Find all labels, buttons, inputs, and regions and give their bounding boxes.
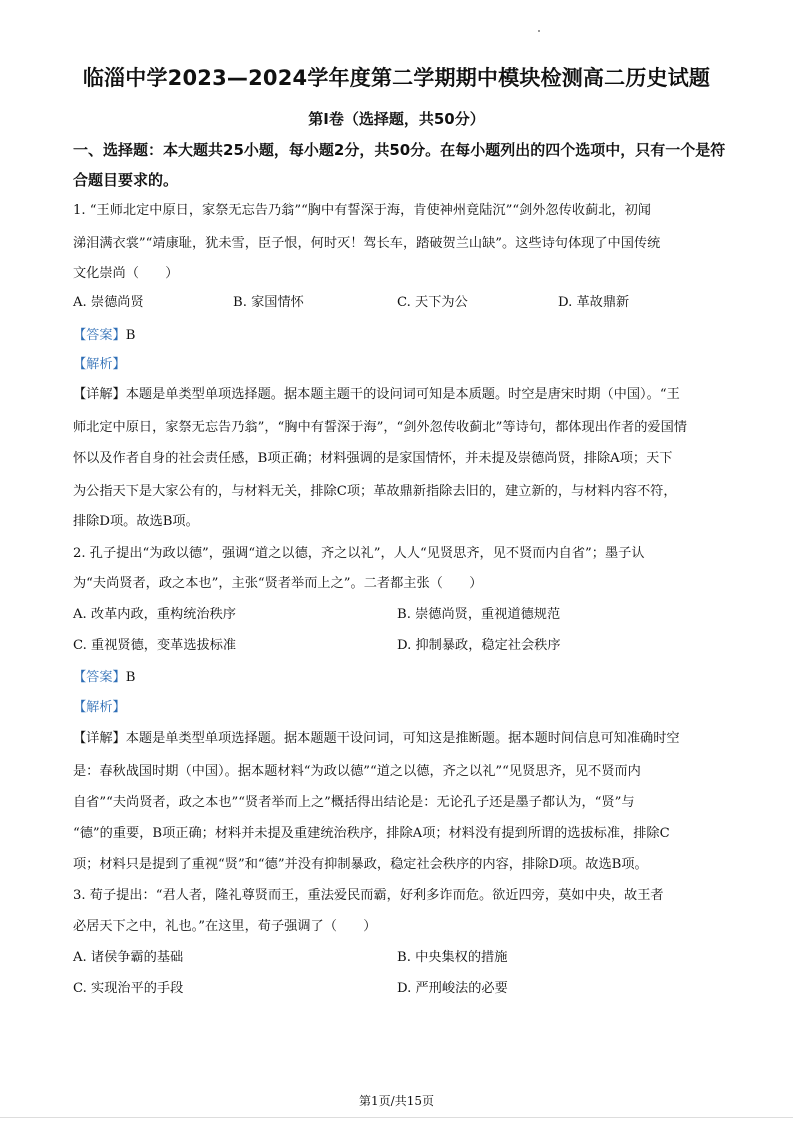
- q1-option-c: C. 天下为公: [397, 295, 468, 310]
- section-instructions: 一、选择题：本大题共25小题，每小题2分，共50分。在每小题列出的四个选项中，只有一个是符合题目要求的。: [73, 141, 726, 189]
- q1-detail-line: 怀以及作者自身的社会责任感，B项正确；材料强调的是家国情怀，并未提及崇德尚贤，排除A项；天下: [73, 451, 673, 466]
- q1-option-d: D. 革故鼎新: [558, 295, 630, 310]
- section-subtitle: 第Ⅰ卷（选择题，共50分）: [308, 110, 485, 128]
- q1-detail-line: 为公指天下是大家公有的，与材料无关，排除C项；革故鼎新指除去旧的，建立新的，与材料内容不符，: [73, 484, 677, 499]
- q2-detail-line: 项；材料只是提到了重视“贤”和“德”并没有抑制暴政，稳定社会秩序的内容，排除D项。故选B项。: [73, 857, 648, 872]
- answer-value: B: [125, 670, 136, 685]
- q1-detail-line: 师北定中原日，家祭无忘告乃翁”，“胸中有誓深于海”，“剑外忽传收蓟北”等诗句，都体现出作者的爱国情: [73, 420, 687, 435]
- q2-option-d: D. 抑制暴政，稳定社会秩序: [397, 638, 561, 653]
- answer-label: 【答案】: [73, 670, 126, 685]
- speck-mark: [538, 30, 540, 32]
- answer-label: 【答案】: [73, 328, 126, 343]
- q1-option-b: B. 家国情怀: [233, 295, 304, 310]
- q2-detail-line: “德”的重要，B项正确；材料并未提及重建统治秩序，排除A项；材料没有提到所谓的选拔标准，排除C: [73, 826, 670, 841]
- q1-stem-line: 涕泪满衣裳”“靖康耻，犹未雪，臣子恨，何时灭！驾长车，踏破贺兰山缺”。这些诗句体现了中国传统: [73, 236, 661, 251]
- q2-option-c: C. 重视贤德，变革选拔标准: [73, 638, 237, 653]
- q3-option-c: C. 实现治平的手段: [73, 981, 184, 996]
- q1-option-a: A. 崇德尚贤: [73, 295, 144, 310]
- q1-answer: [73, 326, 135, 346]
- page-title: 临淄中学2023—2024学年度第二学期期中模块检测高二历史试题: [82, 66, 711, 90]
- bottom-divider: [0, 1117, 793, 1118]
- q2-detail-line: 是：春秋战国时期（中国）。据本题材料“为政以德”“道之以德，齐之以礼”“见贤思齐，见不贤而内: [73, 764, 641, 779]
- q1-analysis-label: 【解析】: [73, 357, 126, 372]
- q3-stem-line: 必居天下之中，礼也。”在这里，荀子强调了（ ）: [73, 919, 377, 934]
- q3-stem-line: 3. 荀子提出：“君人者，隆礼尊贤而王，重法爱民而霸，好利多诈而危。欲近四旁，莫如中央，故王者: [73, 888, 664, 903]
- q1-detail-line: 排除D项。故选B项。: [73, 514, 199, 529]
- q1-stem-line: 1. “王师北定中原日，家祭无忘告乃翁”“胸中有誓深于海，肯使神州竟陆沉”“剑外忽传收蓟北，初闻: [73, 203, 651, 218]
- answer-value: B: [125, 328, 136, 343]
- q2-detail-line: 自省”“夫尚贤者，政之本也”“贤者举而上之”概括得出结论是：无论孔子还是墨子都认为，“贤”与: [73, 795, 635, 810]
- q1-stem-line: 文化崇尚（ ）: [73, 266, 179, 281]
- q2-option-b: B. 崇德尚贤，重视道德规范: [397, 607, 561, 622]
- q2-answer: [73, 668, 135, 688]
- q2-analysis-label: 【解析】: [73, 700, 126, 715]
- q2-stem-line: 2. 孔子提出“为政以德”，强调“道之以德，齐之以礼”，人人“见贤思齐，见不贤而内自省”；墨子认: [73, 546, 645, 561]
- q1-detail-line: 【详解】本题是单类型单项选择题。据本题主题干的设问词可知是本质题。时空是唐宋时期（中国）。“王: [73, 387, 680, 402]
- q3-option-d: D. 严刑峻法的必要: [397, 981, 508, 996]
- q2-option-a: A. 改革内政，重构统治秩序: [73, 607, 236, 622]
- q3-option-b: B. 中央集权的措施: [397, 950, 508, 965]
- q2-detail-line: 【详解】本题是单类型单项选择题。据本题题干设问词，可知这是推断题。据本题时间信息可知准确时空: [73, 731, 680, 746]
- q2-stem-line: 为“夫尚贤者，政之本也”，主张“贤者举而上之”。二者都主张（ ）: [73, 576, 483, 591]
- q3-option-a: A. 诸侯争霸的基础: [73, 950, 184, 965]
- page-footer: 第1页/共15页: [359, 1094, 434, 1108]
